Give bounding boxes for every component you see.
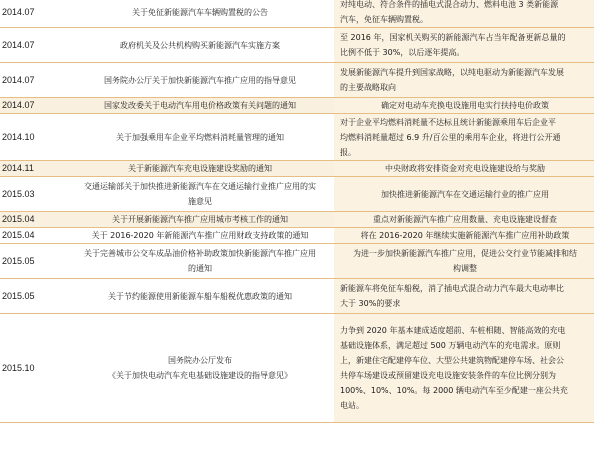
content-line: 构调整	[453, 264, 477, 273]
table-row	[0, 161, 594, 177]
policy-cell	[66, 279, 334, 314]
policy-line: 交通运输部关于加快推进新能源汽车在交通运输行业推广应用的实	[84, 182, 316, 191]
table-row	[0, 177, 594, 212]
table-row	[0, 212, 594, 228]
policy-line: 国务院办公厅关于加快新能源汽车推广应用的指导意见	[104, 75, 296, 85]
content-line: 大于 30%的要求	[340, 299, 401, 308]
content-line: 比例不低于 30%，以后逐年提高。	[340, 48, 465, 57]
content-cell	[334, 63, 594, 98]
table-row	[0, 28, 594, 63]
table-row	[0, 279, 594, 314]
policy-line: 关于完善城市公交车成品油价格补助政策加快新能源汽车推广应用	[84, 249, 316, 258]
content-cell	[334, 0, 594, 28]
date-cell: 2014.07	[0, 63, 66, 98]
policy-cell	[66, 63, 334, 98]
date-cell: 2014.10	[0, 114, 66, 161]
table-row	[0, 314, 594, 423]
policy-cell	[66, 28, 334, 63]
content-line: 重点对新能源汽车推广应用数量、充电设施建设督查	[373, 215, 557, 224]
table-row	[0, 114, 594, 161]
policy-cell	[66, 161, 334, 177]
content-line: 均燃料消耗量超过 6.9 升/百公里的乘用车企业，将进行公开通	[340, 132, 561, 142]
content-line: 将在 2016-2020 年继续实施新能源汽车推广应用补助政策	[360, 231, 570, 240]
policy-line: 的通知	[188, 264, 212, 273]
policy-cell	[66, 98, 334, 114]
content-cell	[334, 228, 594, 244]
policy-line: 《关于加快电动汽车充电基础设施建设的指导意见》	[108, 371, 292, 380]
policy-line: 关于开展新能源汽车推广应用城市考核工作的通知	[112, 215, 288, 224]
content-line: 为进一步加快新能源汽车推广应用，促进公交行业节能减排和结	[353, 249, 577, 258]
table-row	[0, 63, 594, 98]
content-line: 中央财政将安排资金对充电设施建设给与奖励	[385, 164, 545, 173]
policy-line: 国家发改委关于电动汽车用电价格政策有关问题的通知	[104, 101, 296, 110]
content-line: 汽车，免征车辆购置税。	[340, 15, 428, 24]
date-cell: 2015.10	[0, 314, 66, 423]
date-cell: 2015.05	[0, 279, 66, 314]
date-cell: 2014.07	[0, 28, 66, 63]
policy-cell	[66, 314, 334, 423]
date-cell: 2015.04	[0, 228, 66, 244]
table-row	[0, 0, 594, 28]
content-cell	[334, 177, 594, 212]
content-cell	[334, 279, 594, 314]
policy-line: 关于 2016-2020 年新能源汽车推广应用财政支持政策的通知	[91, 231, 309, 240]
policy-line: 施意见	[188, 197, 212, 206]
content-line: 力争到 2020 年基本建成适度超前、车桩相随、智能高效的充电	[340, 326, 566, 335]
policy-line: 关于免征新能源汽车车辆购置税的公告	[132, 7, 268, 17]
date-cell: 2015.05	[0, 244, 66, 279]
content-cell	[334, 244, 594, 279]
content-line: 对于企业平均燃料消耗量不达标且统计新能源乘用车后企业平	[340, 117, 556, 127]
policy-cell	[66, 114, 334, 161]
content-cell	[334, 314, 594, 423]
content-line: 报。	[340, 147, 356, 157]
content-line: 对纯电动、符合条件的插电式混合动力、燃料电池 3 类新能源	[340, 0, 559, 9]
content-line: 上，新建住宅配建停车位、大型公共建筑物配建停车场、社会公	[340, 356, 564, 365]
table-row	[0, 98, 594, 114]
policy-line: 关于节约能源使用新能源车船车船税优惠政策的通知	[108, 291, 292, 301]
policy-cell	[66, 212, 334, 228]
policy-line: 关于新能源汽车充电设施建设奖励的通知	[128, 164, 272, 173]
content-line: 的主要战略取向	[340, 83, 396, 92]
content-line: 基础设施体系，满足超过 500 万辆电动汽车的充电需求。原则	[340, 341, 561, 350]
policy-line: 国务院办公厅发布	[168, 356, 232, 365]
date-cell: 2015.03	[0, 177, 66, 212]
policy-line: 政府机关及公共机构购买新能源汽车实施方案	[120, 40, 280, 50]
table-row	[0, 244, 594, 279]
policy-cell	[66, 177, 334, 212]
content-line: 100%、10%、10%。每 2000 辆电动汽车至少配建一座公共充	[340, 386, 568, 395]
table-row	[0, 228, 594, 244]
content-cell	[334, 212, 594, 228]
content-line: 电站。	[340, 401, 364, 410]
date-cell: 2015.04	[0, 212, 66, 228]
content-cell	[334, 161, 594, 177]
content-line: 至 2016 年，国家机关购买的新能源汽车占当年配备更新总量的	[340, 33, 566, 42]
content-cell	[334, 28, 594, 63]
content-line: 发展新能源汽车提升到国家战略，以纯电驱动为新能源汽车发展	[340, 68, 564, 77]
date-cell: 2014.07	[0, 98, 66, 114]
content-cell	[334, 114, 594, 161]
content-line: 确定对电动车充换电设施用电实行扶持电价政策	[381, 101, 549, 110]
content-line: 共停车场建设或预留建设充电设施安装条件的车位比例分别为	[340, 371, 556, 380]
content-line: 新能源车将免征车船税，消了插电式混合动力汽车最大电动率比	[340, 284, 564, 293]
date-cell: 2014.07	[0, 0, 66, 28]
date-cell: 2014.11	[0, 161, 66, 177]
content-cell	[334, 98, 594, 114]
policy-cell	[66, 228, 334, 244]
policy-cell	[66, 0, 334, 28]
content-line: 加快推进新能源汽车在交通运输行业的推广应用	[381, 189, 549, 199]
policy-cell	[66, 244, 334, 279]
policy-line: 关于加强乘用车企业平均燃料消耗量管理的通知	[116, 132, 284, 142]
